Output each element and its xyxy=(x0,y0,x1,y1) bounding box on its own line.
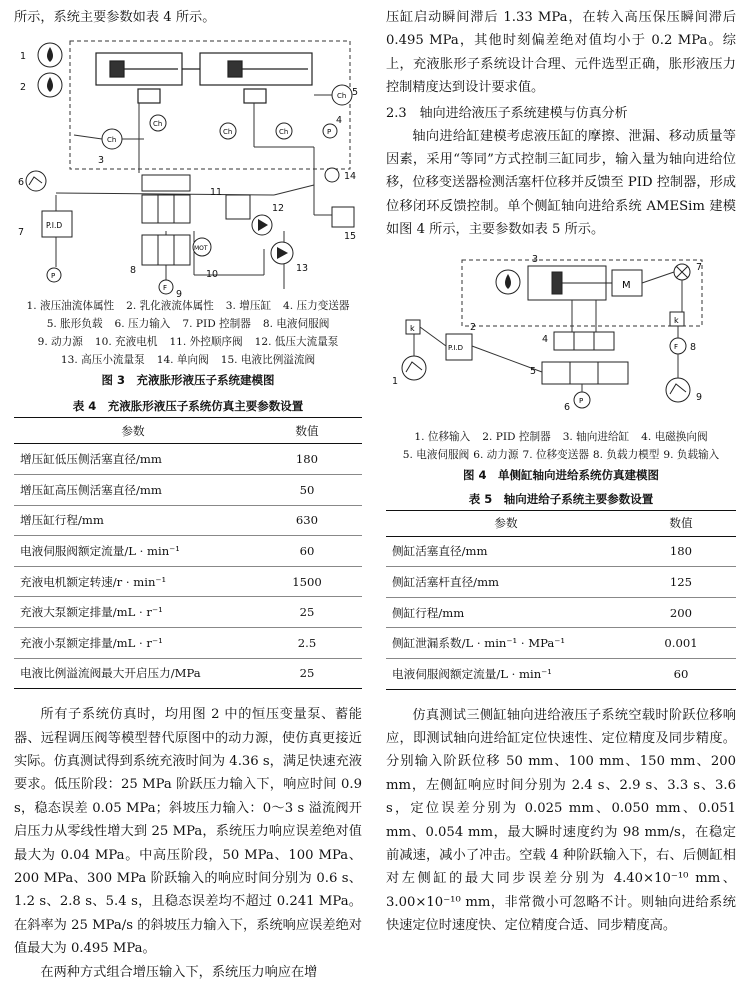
figure-4 xyxy=(386,250,736,486)
pressure-input-icon xyxy=(26,171,46,191)
sequence-valve-symbol xyxy=(226,195,250,219)
table-row: 增压缸低压侧活塞直径/mm 180 xyxy=(14,444,362,475)
intensifier-boundary xyxy=(70,41,350,169)
table-header-value: 数值 xyxy=(626,510,736,536)
legend-row: 13. 高压小流量泵 14. 单向阀 15. 电液比例溢流阀 xyxy=(60,354,316,367)
mot-label: MOT xyxy=(194,245,208,253)
figure-3-legend xyxy=(14,297,362,369)
fig3-num-15: 15 xyxy=(344,231,357,243)
legend-row: 1. 液压油流体属性 2. 乳化液流体属性 3. 增压缸 4. 压力变送器 xyxy=(26,300,350,313)
figure-3 xyxy=(14,35,362,391)
fig3-num-14: 14 xyxy=(344,171,357,183)
motor-m-label: M xyxy=(622,279,631,291)
left-column xyxy=(14,0,362,984)
fig4-num-4: 4 xyxy=(542,333,549,345)
pid-label-2: P.I.D xyxy=(448,343,464,352)
figure-4-caption: 图 4 单侧缸轴向进给系统仿真建模图 xyxy=(462,467,659,482)
table-4-caption: 表 4 充液胀形液压子系统仿真主要参数设置 xyxy=(72,399,304,414)
table-row: 侧缸活塞杆直径/mm 125 xyxy=(386,567,736,598)
k-label-left: k xyxy=(410,323,415,333)
fig3-num-2: 2 xyxy=(20,82,27,94)
pipework xyxy=(56,95,334,289)
relief-valve-symbol xyxy=(332,207,354,227)
table-header-value: 数值 xyxy=(252,418,362,444)
table-row: 电液比例溢流阀最大开启压力/MPa 25 xyxy=(14,658,362,689)
right-column xyxy=(386,0,736,938)
servo-valve-symbol-2 xyxy=(542,362,628,384)
fig3-num-9: 9 xyxy=(176,289,183,301)
figure-3-diagram xyxy=(14,35,362,301)
figure-4-diagram xyxy=(386,250,736,428)
fig3-num-4: 4 xyxy=(336,115,343,127)
fig4-num-1: 1 xyxy=(392,375,399,387)
table-row: 增压缸行程/mm 630 xyxy=(14,505,362,536)
p-label-2: P xyxy=(579,396,584,405)
fig3-num-7: 7 xyxy=(18,227,25,239)
table-row: 增压缸高压侧活塞直径/mm 50 xyxy=(14,475,362,506)
fig4-num-7: 7 xyxy=(696,261,703,273)
legend-row: 9. 动力源 10. 充液电机 11. 外控顺序阀 12. 低压大流量泵 xyxy=(37,336,339,349)
fig4-num-8: 8 xyxy=(690,341,697,353)
load-input-icon xyxy=(666,378,690,402)
fig3-num-5: 5 xyxy=(352,87,359,99)
servo-valve-symbol xyxy=(142,175,190,265)
fig4-num-2: 2 xyxy=(470,321,477,333)
table-row: 侧缸活塞直径/mm 180 xyxy=(386,536,736,567)
solenoid-valve-symbol xyxy=(554,332,614,350)
ch-label-3: Ch xyxy=(223,128,233,137)
p-label-bottom: P xyxy=(51,272,56,281)
fig3-num-1: 1 xyxy=(20,51,27,63)
fig4-num-5: 5 xyxy=(530,365,537,377)
figure-4-legend xyxy=(386,428,736,464)
fig3-num-10: 10 xyxy=(206,269,219,281)
table-row: 充液电机额定转速/r · min⁻¹ 1500 xyxy=(14,566,362,597)
k-label-right: k xyxy=(674,315,679,325)
table-row: 侧缸行程/mm 200 xyxy=(386,597,736,628)
ch-label-4: Ch xyxy=(279,128,289,137)
f-label: F xyxy=(163,284,168,293)
left-paragraph-1: 所有子系统仿真时，均用图 2 中的恒压变量泵、蓄能器、远程调压阀等模型替代原图中的动力源，使仿真更接近实际。仿真测试得到系统充液时间为 4.36 s，满足快速充液要求。低压阶段：25 MPa 阶跃压力输入下，响应时间 0.9 s，稳态误差 0.05 MPa；斜坡压力输入：0～3 s 溢流阀开启压力从零线性增大到 25 MPa，系统压力响应误差绝对值最大为 0.04 MPa。中高压阶段，50 MPa、100 MPa、200 MPa、300 MPa 阶跃输入的响应时间分别为 0.6 s、1.2 s、2.8 s、5.4 s，且稳态误差均不超过 0.241 MPa。在斜率为 25 MPa/s 的斜坡压力输入下，系统响应误差绝对值最大为 0.495 MPa。 xyxy=(14,707,362,957)
table-5 xyxy=(386,510,736,690)
legend-row: 5. 胀形负载 6. 压力输入 7. PID 控制器 8. 电液伺服阀 xyxy=(46,318,330,331)
check-valve-icon xyxy=(325,168,339,182)
fig4-num-9: 9 xyxy=(696,391,703,403)
displacement-input-icon xyxy=(402,356,426,380)
fig4-num-6: 6 xyxy=(564,401,571,413)
fig3-num-3: 3 xyxy=(98,155,105,167)
section-heading: 2.3 轴向进给液压子系统建模与仿真分析 xyxy=(386,105,628,121)
table-row: 电液伺服阀额定流量/L · min⁻¹ 60 xyxy=(386,659,736,690)
fig3-num-11: 11 xyxy=(210,187,223,199)
figure-3-caption: 图 3 充液胀形液压子系统建模图 xyxy=(101,373,275,388)
fig3-num-6: 6 xyxy=(18,177,25,189)
legend-row: 1. 位移输入 2. PID 控制器 3. 轴向进给缸 4. 电磁换向阀 xyxy=(414,430,708,443)
ch-label-1: Ch xyxy=(107,136,117,145)
table-header-param: 参数 xyxy=(14,418,252,444)
fig3-num-8: 8 xyxy=(130,265,137,277)
table-row: 侧缸泄漏系数/L · min⁻¹ · MPa⁻¹ 0.001 xyxy=(386,628,736,659)
p-label-sensor: P xyxy=(327,128,332,137)
left-top-text: 所示，系统主要参数如表 4 所示。 xyxy=(14,10,216,25)
table-row: 电液伺服阀额定流量/L · min⁻¹ 60 xyxy=(14,536,362,567)
pid-label: P.I.D xyxy=(46,221,63,231)
table-row: 充液小泵额定排量/mL · r⁻¹ 2.5 xyxy=(14,627,362,658)
right-top-paragraph: 压缸启动瞬间滞后 1.33 MPa，在转入高压保压瞬间滞后 0.495 MPa，其他时刻偏差绝对值均小于 0.2 MPa。综上，充液胀形子系统设计合理、元件选型正确，胀形液压力控制精度达到设计要求值。 xyxy=(386,10,736,96)
ch-label-2: Ch xyxy=(153,120,163,129)
table-header-row xyxy=(14,418,362,444)
fluid-property-icons xyxy=(38,43,62,97)
fig3-num-13: 13 xyxy=(296,263,309,275)
fig4-num-3: 3 xyxy=(532,253,539,265)
f-label-2: F xyxy=(674,342,679,351)
legend-row: 5. 电液伺服阀 6. 动力源 7. 位移变送器 8. 负载力模型 9. 负载输入 xyxy=(402,448,720,461)
table-4 xyxy=(14,417,362,689)
right-paragraph-2: 轴向进给缸建模考虑液压缸的摩擦、泄漏、移动质量等因素，采用“等同”方式控制三缸同步，输入量为轴向进给位移，位移变送器检测活塞杆位移并反馈至 PID 控制器，形成位移闭环反馈控制。单个侧缸轴向进给系统 AMESim 建模如图 4 所示，主要参数如表 5 所示。 xyxy=(386,128,736,238)
table-5-caption: 表 5 轴向进给子系统主要参数设置 xyxy=(468,491,654,506)
right-paragraph-3: 仿真测试三侧缸轴向进给液压子系统空载时阶跃位移响应，即测试轴向进给缸定位快速性、定位精度及同步精度。分别输入阶跃位移 50 mm、100 mm、150 mm、200 mm，左侧缸响应时间分别为 2.4 s、2.9 s、3.3 s、3.6 s，定位误差分别为 0.025 mm、0.050 mm、0.051 mm、0.054 mm，最大瞬时速度约为 98 mm/s，在稳定前减速，减小了冲击。空载 4 种阶跃输入下，右、后侧缸相对左侧缸的最大同步误差分别为 4.40×10⁻¹⁰ mm、3.00×10⁻¹⁰ mm，非常微小可忽略不计。则轴向进给系统快速定位时速度快、定位精度合适、同步精度高。 xyxy=(386,707,736,934)
table-header-param: 参数 xyxy=(386,510,626,536)
left-paragraph-2: 在两种方式组合增压输入下，系统压力响应在增 xyxy=(40,964,318,980)
intensifier-cylinders xyxy=(96,53,312,103)
fig3-num-12: 12 xyxy=(272,203,285,215)
table-row: 充液大泵额定排量/mL · r⁻¹ 25 xyxy=(14,597,362,628)
ch-label-5: Ch xyxy=(337,92,347,101)
table-header-row xyxy=(386,510,736,536)
